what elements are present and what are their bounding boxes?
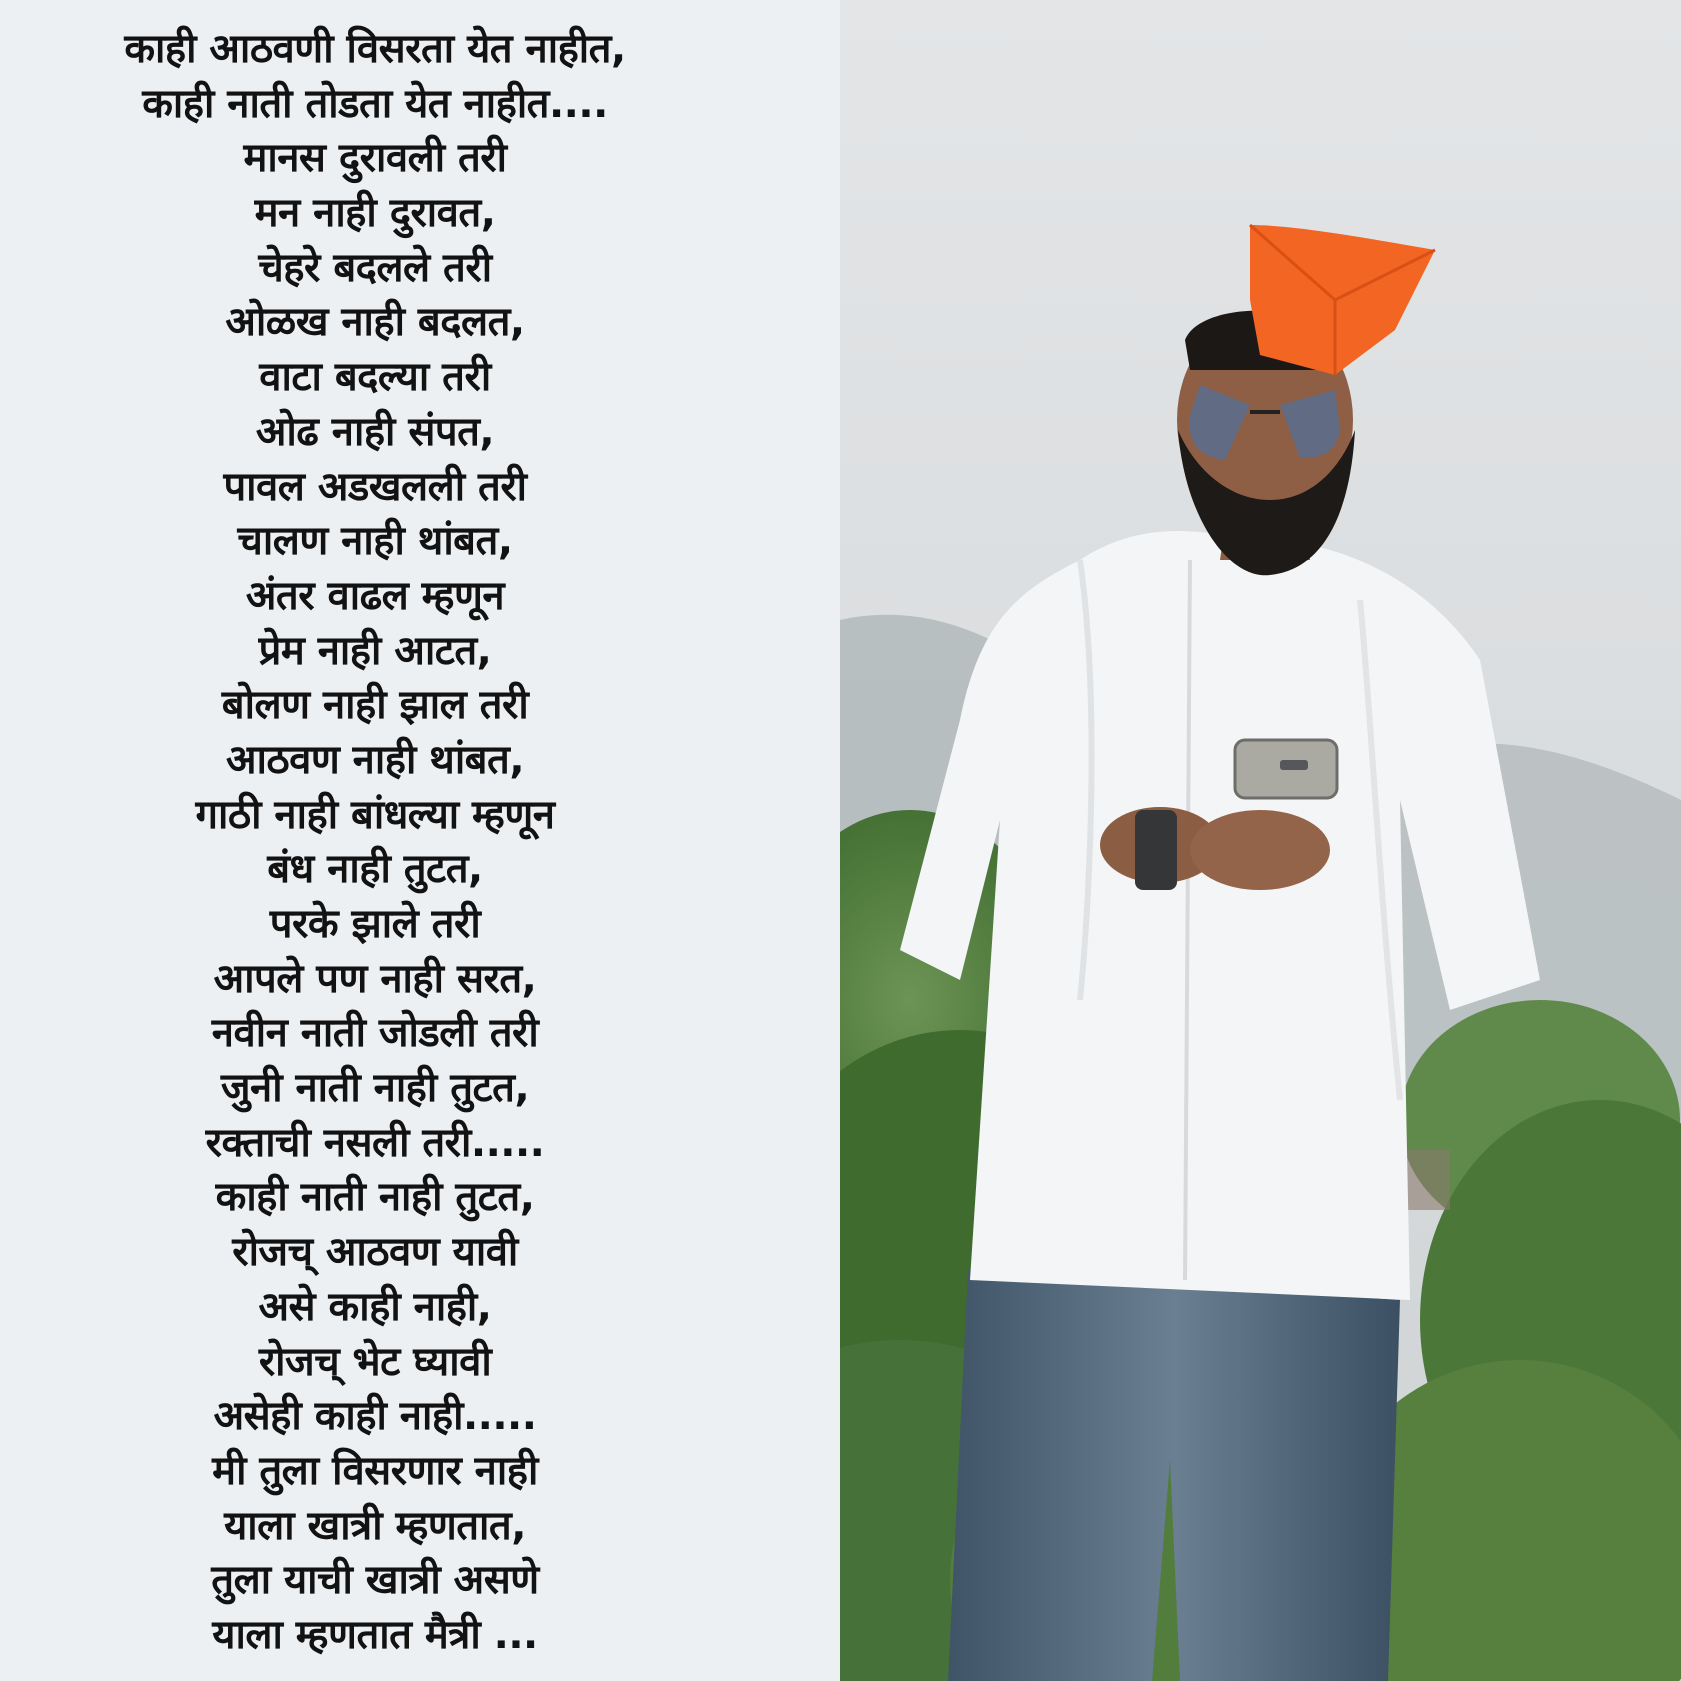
poem-line: अंतर वाढल म्हणून (245, 572, 505, 619)
poem-line: वाटा बदल्या तरी (259, 354, 491, 401)
portrait-illustration (840, 0, 1681, 1681)
poem-line: गाठी नाही बांधल्या म्हणून (195, 791, 555, 838)
poem-line: बंध नाही तुटत, (267, 846, 483, 893)
poem-line: रोजच् भेट घ्यावी (258, 1338, 492, 1385)
poem-line: प्रेम नाही आटत, (258, 627, 492, 674)
portrait-photo (840, 0, 1681, 1681)
poem-line: जुनी नाती नाही तुटत, (220, 1065, 530, 1112)
wristwatch (1135, 810, 1177, 890)
poem-line: बोलण नाही झाल तरी (221, 682, 529, 729)
poem-line: रोजच् आठवण यावी (232, 1229, 518, 1276)
poem-line: काही नाती तोडता येत नाहीत.... (142, 80, 608, 127)
poem-line: मानस दुरावली तरी (243, 135, 507, 182)
poem-line: असे काही नाही, (258, 1283, 492, 1330)
poem-line: चालण नाही थांबत, (237, 518, 513, 565)
poem-line: परके झाले तरी (269, 901, 481, 947)
poem-panel (0, 0, 840, 1681)
poem-line: रक्ताची नसली तरी..... (205, 1119, 545, 1166)
poem-line: मी तुला विसरणार नाही (212, 1447, 538, 1494)
poem-line: ओळख नाही बदलत, (225, 299, 525, 346)
poem-line: तुला याची खात्री असणे (211, 1557, 539, 1604)
poem-line: ओढ नाही संपत, (255, 408, 495, 455)
poem-line: काही आठवणी विसरता येत नाहीत, (124, 26, 626, 72)
poem-line: आठवण नाही थांबत, (225, 736, 525, 783)
poem-line: मन नाही दुरावत, (254, 190, 496, 237)
poem-line: याला खात्री म्हणतात, (224, 1502, 526, 1549)
poem-line: पावल अडखलली तरी (223, 463, 527, 510)
poem-line: आपले पण नाही सरत, (213, 955, 537, 1002)
hand-right (1190, 810, 1330, 890)
poem-line: चेहरे बदलले तरी (258, 244, 492, 291)
poem-text (0, 22, 750, 1663)
poem-line: असेही काही नाही..... (213, 1393, 537, 1440)
poem-line: नवीन नाती जोडली तरी (211, 1010, 539, 1057)
poem-line: काही नाती नाही तुटत, (215, 1174, 535, 1221)
poem-line: याला म्हणतात मैत्री ... (212, 1611, 538, 1658)
